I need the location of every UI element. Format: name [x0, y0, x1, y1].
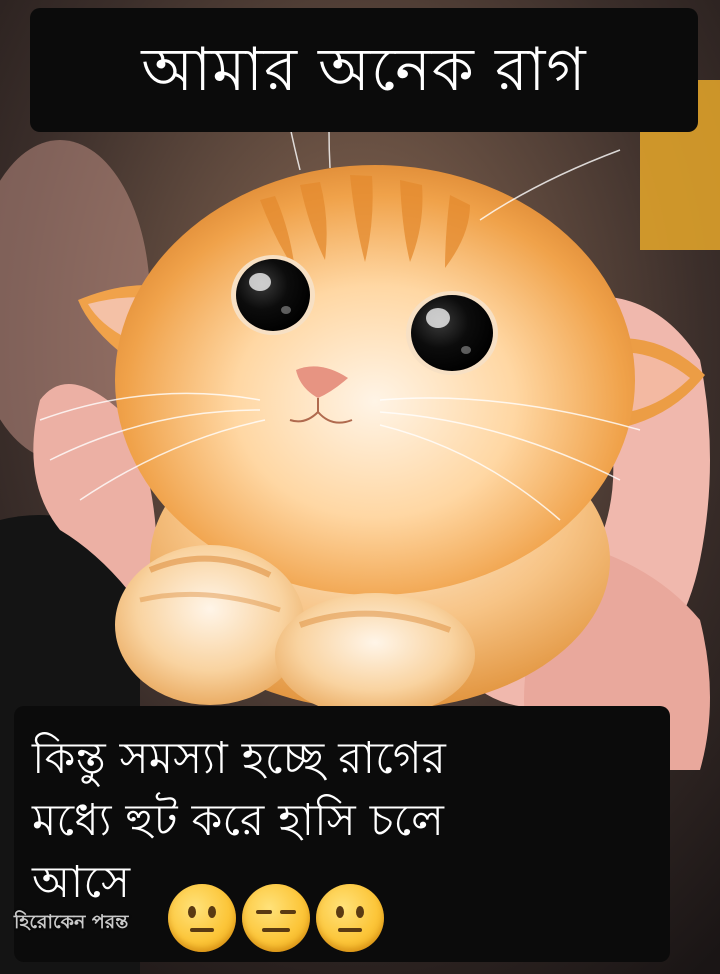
right-paw [275, 593, 475, 717]
watermark: হিরোকেন পরন্ত [14, 911, 129, 933]
bottom-caption-line-1: কিন্তু সমস্যা হচ্ছে রাগের [32, 733, 446, 784]
cat-head [115, 165, 635, 595]
bottom-caption-line-3: আসে [32, 857, 131, 908]
top-caption [30, 8, 698, 132]
neutral-face-icon [316, 884, 384, 952]
emoji-row [168, 884, 384, 952]
left-eye [231, 255, 315, 335]
left-paw [115, 545, 305, 705]
bottom-caption-line-2: মধ্যে হুট করে হাসি চলে [32, 795, 444, 846]
expressionless-face-icon [242, 884, 310, 952]
neutral-face-icon [168, 884, 236, 952]
right-eye [406, 291, 498, 375]
top-caption-text: আমার অনেক রাগ [141, 35, 587, 105]
